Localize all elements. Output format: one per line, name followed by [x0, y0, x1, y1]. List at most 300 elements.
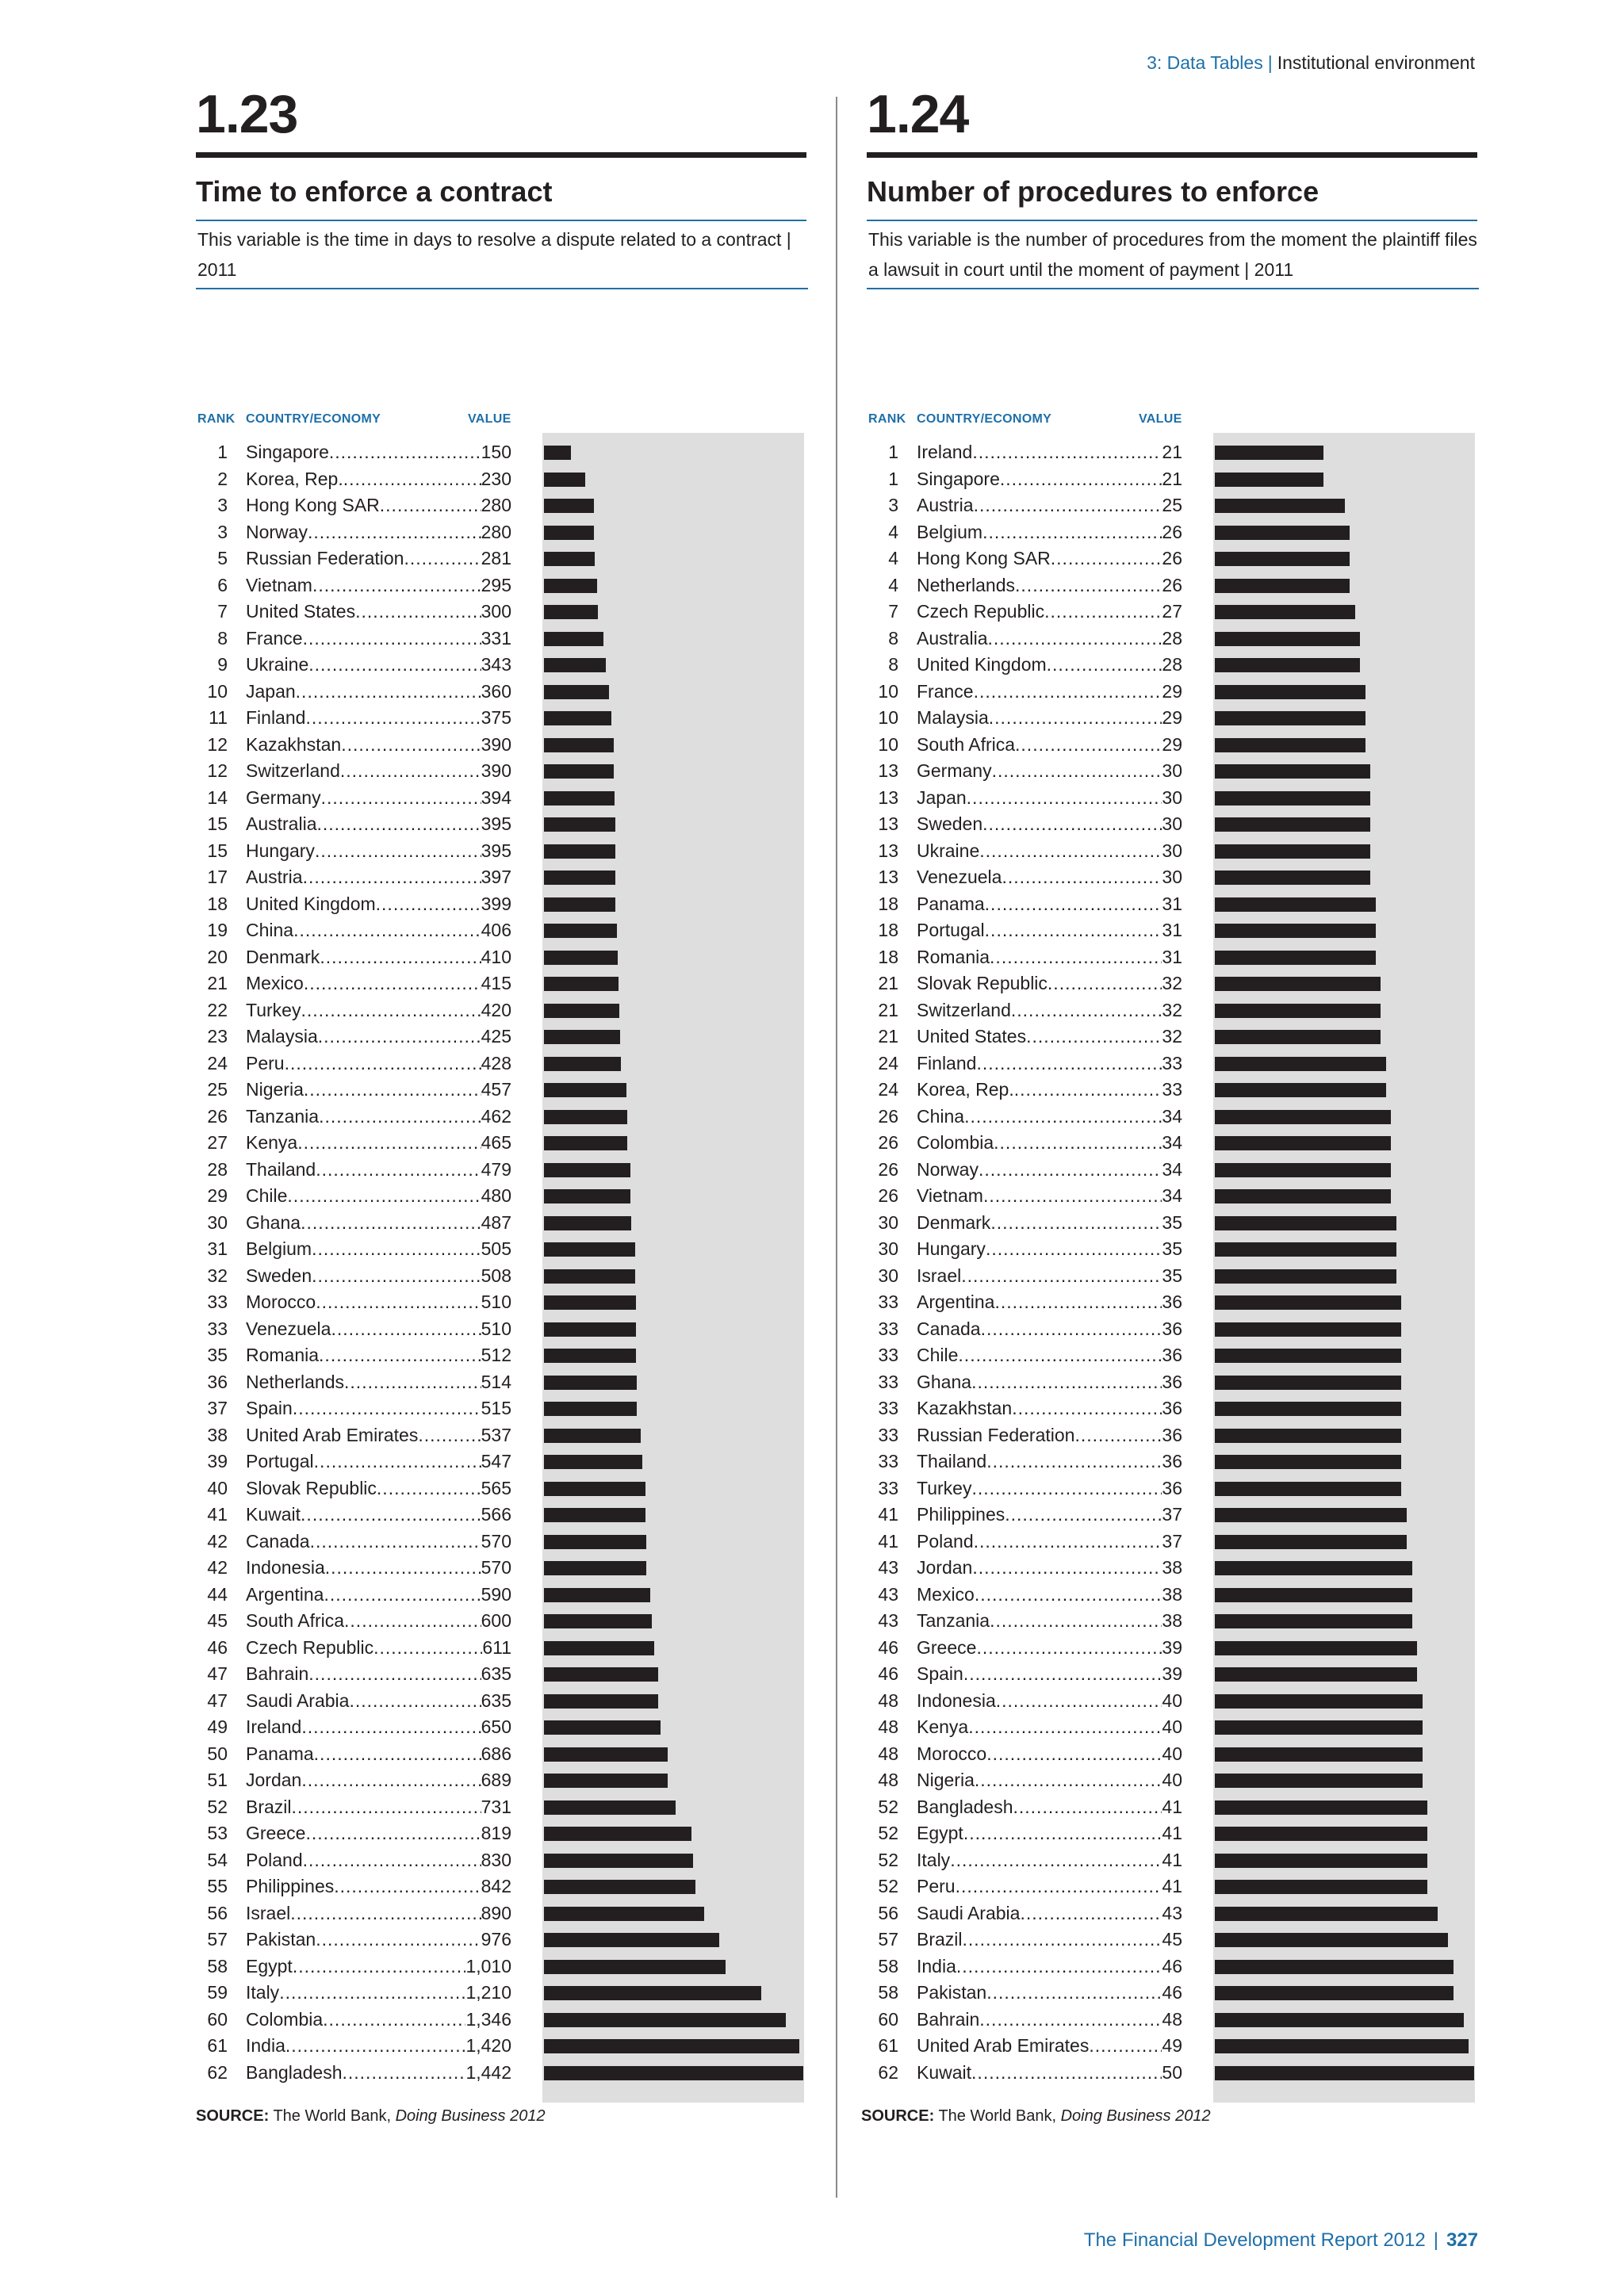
value-label: 343	[481, 654, 511, 675]
country-cell	[917, 997, 1182, 1024]
value-label: 28	[1162, 627, 1182, 649]
value-label: 40	[1162, 1716, 1182, 1737]
rank-label: 44	[207, 1583, 228, 1605]
country-label: Romania	[246, 1345, 320, 1365]
table-row	[867, 1104, 1477, 1131]
leader-dots	[308, 1661, 481, 1688]
country-label: Jordan	[246, 1770, 302, 1790]
leader-dots	[1000, 466, 1162, 493]
bar	[544, 473, 585, 487]
column-header-rank: RANK	[197, 412, 236, 426]
bar	[1215, 1720, 1423, 1735]
leader-dots	[285, 1050, 481, 1077]
leader-dots	[1051, 545, 1162, 572]
bar	[544, 579, 597, 593]
table-row	[196, 1448, 806, 1475]
rank-label: 46	[207, 1636, 228, 1658]
leader-dots	[325, 1555, 481, 1582]
table-row	[867, 1369, 1477, 1396]
value-label: 565	[481, 1477, 511, 1498]
table-row	[196, 1980, 806, 2007]
leader-dots	[972, 439, 1162, 466]
country-cell	[917, 1263, 1182, 1290]
country-label: Finland	[246, 707, 306, 728]
source-text: The World Bank,	[273, 2107, 392, 2125]
table-row	[196, 1873, 806, 1900]
bar	[544, 1083, 626, 1097]
table-number: 1.24	[867, 87, 1477, 158]
value-label: 505	[481, 1238, 511, 1259]
leader-dots	[308, 652, 481, 679]
value-label: 406	[481, 920, 511, 940]
rank-label: 26	[878, 1158, 898, 1180]
country-label: Israel	[917, 1265, 962, 1286]
leader-dots	[1015, 572, 1162, 599]
value-label: 27	[1162, 601, 1182, 622]
leader-dots	[972, 1555, 1162, 1582]
leader-dots	[301, 1714, 481, 1741]
country-cell	[246, 732, 511, 759]
leader-dots	[996, 1688, 1162, 1715]
value-label: 830	[481, 1849, 511, 1870]
rank-label: 12	[207, 733, 228, 755]
bar	[544, 897, 615, 912]
country-cell	[917, 1502, 1182, 1529]
country-cell	[917, 785, 1182, 812]
country-label: Hungary	[917, 1238, 986, 1259]
table-row	[196, 572, 806, 599]
leader-dots	[343, 2060, 466, 2087]
leader-dots	[1026, 1024, 1162, 1050]
value-label: 566	[481, 1504, 511, 1525]
rank-label: 25	[207, 1079, 228, 1100]
table-row	[867, 1050, 1477, 1077]
bar	[1215, 924, 1376, 938]
country-cell	[917, 1104, 1182, 1131]
bar	[544, 446, 571, 460]
value-label: 40	[1162, 1689, 1182, 1711]
country-label: Singapore	[917, 468, 1000, 489]
country-cell	[917, 1714, 1182, 1741]
table-row	[196, 2033, 806, 2060]
rank-label: 39	[207, 1451, 228, 1471]
leader-dots	[310, 1529, 481, 1556]
bar	[1215, 1933, 1448, 1947]
country-label: Russian Federation	[917, 1424, 1075, 1445]
country-label: France	[917, 680, 974, 702]
table-row	[196, 1024, 806, 1050]
rank-label: 26	[878, 1132, 898, 1153]
country-cell	[246, 1369, 511, 1396]
leader-dots	[316, 1157, 481, 1184]
table-row	[867, 944, 1477, 971]
bar	[544, 1429, 641, 1443]
country-cell	[917, 1024, 1182, 1050]
country-label: Bahrain	[917, 2008, 980, 2030]
country-label: Chile	[917, 1345, 959, 1365]
rank-label: 10	[207, 680, 228, 702]
country-cell	[917, 1130, 1182, 1157]
country-cell	[917, 652, 1182, 679]
source-note	[196, 2107, 546, 2126]
country-cell	[246, 1236, 511, 1263]
bar	[1215, 1242, 1396, 1257]
bar	[544, 1322, 636, 1337]
table-row	[867, 1263, 1477, 1290]
value-label: 150	[481, 442, 511, 462]
value-label: 32	[1162, 973, 1182, 993]
table-row	[867, 2007, 1477, 2034]
value-label: 50	[1162, 2061, 1182, 2083]
rank-label: 49	[207, 1716, 228, 1737]
rank-label: 52	[878, 1823, 898, 1843]
leader-dots	[301, 1767, 481, 1794]
value-label: 41	[1162, 1796, 1182, 1817]
bar	[1215, 1402, 1401, 1416]
table-row	[196, 705, 806, 732]
rank-label: 26	[207, 1105, 228, 1127]
table-row	[196, 1342, 806, 1369]
value-label: 26	[1162, 574, 1182, 595]
value-label: 28	[1162, 654, 1182, 675]
table-row	[867, 599, 1477, 626]
country-cell	[246, 599, 511, 626]
bar	[1215, 1189, 1391, 1203]
value-label: 390	[481, 760, 511, 781]
country-cell	[917, 944, 1182, 971]
rank-label: 10	[878, 680, 898, 702]
country-label: Spain	[246, 1398, 293, 1418]
bar	[544, 1402, 637, 1416]
leader-dots	[304, 1077, 481, 1104]
value-label: 976	[481, 1929, 511, 1950]
country-label: Hungary	[246, 840, 315, 861]
value-label: 30	[1162, 813, 1182, 834]
value-label: 300	[481, 601, 511, 622]
leader-dots	[961, 1263, 1162, 1290]
country-cell	[917, 1847, 1182, 1874]
country-label: Korea, Rep.	[246, 468, 343, 489]
country-cell	[246, 864, 511, 891]
leader-dots	[355, 599, 481, 626]
rank-label: 46	[878, 1636, 898, 1658]
rank-label: 10	[878, 707, 898, 728]
country-cell	[917, 1873, 1182, 1900]
country-label: Slovak Republic	[917, 973, 1048, 993]
rank-label: 3	[217, 495, 228, 515]
table-row	[867, 492, 1477, 519]
country-cell	[917, 1582, 1182, 1609]
rank-label: 21	[878, 999, 898, 1020]
source-text: The World Bank,	[938, 2107, 1057, 2125]
country-cell	[246, 1130, 511, 1157]
bar	[544, 1641, 654, 1655]
bar	[544, 1163, 630, 1177]
country-cell	[246, 917, 511, 944]
country-label: Panama	[246, 1743, 314, 1764]
value-label: 428	[481, 1052, 511, 1073]
country-label: Australia	[246, 813, 317, 834]
leader-dots	[1012, 1395, 1162, 1422]
leader-dots	[986, 1980, 1162, 2007]
table-row	[867, 545, 1477, 572]
rank-label: 58	[878, 1955, 898, 1976]
leader-dots	[297, 1130, 481, 1157]
table-row	[867, 1130, 1477, 1157]
table-row	[867, 1077, 1477, 1104]
country-label: Chile	[246, 1185, 288, 1206]
value-label: 731	[481, 1796, 511, 1817]
leader-dots	[303, 864, 481, 891]
rank-label: 7	[217, 601, 228, 622]
rank-label: 17	[207, 867, 228, 887]
table-row	[196, 1582, 806, 1609]
value-label: 508	[481, 1265, 511, 1286]
country-cell	[246, 1954, 511, 1980]
bar	[544, 1110, 627, 1124]
value-label: 480	[481, 1185, 511, 1206]
page-footer	[1084, 2229, 1478, 2252]
bar	[544, 1614, 652, 1628]
table-row	[867, 705, 1477, 732]
country-label: Morocco	[246, 1292, 316, 1312]
rank-label: 4	[888, 548, 898, 568]
table-row	[196, 785, 806, 812]
country-label: Kenya	[917, 1716, 969, 1737]
leader-dots	[956, 1954, 1162, 1980]
bar	[1215, 1508, 1407, 1522]
rank-label: 40	[207, 1477, 228, 1498]
bar	[544, 1269, 635, 1284]
rank-label: 52	[207, 1796, 228, 1817]
country-label: Thailand	[917, 1451, 987, 1471]
country-label: Argentina	[246, 1583, 324, 1605]
country-cell	[917, 811, 1182, 838]
country-cell	[246, 1077, 511, 1104]
value-label: 32	[1162, 1026, 1182, 1047]
rank-label: 24	[878, 1079, 898, 1100]
rank-label: 18	[878, 920, 898, 940]
leader-dots	[293, 1395, 481, 1422]
rank-label: 31	[207, 1238, 228, 1259]
leader-dots	[968, 1714, 1162, 1741]
leader-dots	[986, 1236, 1162, 1263]
country-label: Czech Republic	[917, 601, 1045, 622]
bar	[544, 658, 606, 672]
country-cell	[917, 864, 1182, 891]
value-label: 890	[481, 1902, 511, 1923]
country-cell	[246, 1794, 511, 1821]
bar	[544, 844, 615, 859]
value-label: 635	[481, 1663, 511, 1684]
rank-label: 33	[207, 1292, 228, 1312]
bar	[1215, 1163, 1391, 1177]
leader-dots	[964, 1104, 1162, 1131]
country-label: Brazil	[246, 1796, 292, 1817]
rank-label: 24	[207, 1052, 228, 1073]
country-cell	[246, 572, 511, 599]
value-label: 33	[1162, 1052, 1182, 1073]
country-label: Ghana	[246, 1211, 301, 1233]
table-row	[196, 1767, 806, 1794]
value-label: 36	[1162, 1398, 1182, 1418]
bar	[1215, 951, 1376, 965]
rank-label: 14	[207, 786, 228, 808]
bar	[1215, 738, 1365, 752]
country-cell	[246, 970, 511, 997]
value-label: 25	[1162, 495, 1182, 515]
bar	[544, 711, 611, 725]
rank-label: 33	[878, 1451, 898, 1471]
table-description: This variable is the number of procedures from the moment the plaintiff files a lawsuit in court until the moment of payment | 2011	[867, 221, 1479, 289]
leader-dots	[418, 1422, 481, 1449]
bar	[1215, 1376, 1401, 1390]
bar	[1215, 1694, 1423, 1709]
rank-label: 55	[207, 1876, 228, 1896]
rank-label: 33	[878, 1318, 898, 1339]
bar	[544, 951, 618, 965]
value-label: 510	[481, 1292, 511, 1312]
country-cell	[917, 1980, 1182, 2007]
country-cell	[917, 519, 1182, 546]
leader-dots	[304, 970, 481, 997]
rank-label: 1	[888, 468, 898, 489]
country-cell	[917, 1210, 1182, 1237]
country-cell	[246, 785, 511, 812]
bar	[1215, 526, 1350, 540]
country-label: Philippines	[246, 1876, 335, 1896]
rank-label: 13	[878, 840, 898, 861]
value-label: 30	[1162, 867, 1182, 887]
value-label: 36	[1162, 1451, 1182, 1471]
rank-label: 15	[207, 840, 228, 861]
bar	[544, 2039, 799, 2053]
value-label: 46	[1162, 1982, 1182, 2003]
rank-label: 54	[207, 1849, 228, 1870]
bar	[544, 1349, 636, 1363]
value-label: 465	[481, 1132, 511, 1153]
table-row	[867, 2060, 1477, 2087]
chart-area	[867, 408, 1477, 2199]
value-label: 38	[1162, 1557, 1182, 1578]
value-label: 397	[481, 867, 511, 887]
table-row	[196, 1422, 806, 1449]
country-cell	[917, 732, 1182, 759]
leader-dots	[343, 466, 481, 493]
rank-label: 15	[207, 813, 228, 834]
table-row	[196, 519, 806, 546]
bar	[1215, 685, 1365, 699]
country-label: Portugal	[246, 1451, 314, 1471]
leader-dots	[1011, 997, 1162, 1024]
value-label: 37	[1162, 1530, 1182, 1552]
table-row	[196, 1847, 806, 1874]
country-label: Switzerland	[917, 999, 1011, 1020]
leader-dots	[986, 1741, 1162, 1768]
table-row	[867, 1661, 1477, 1688]
rank-label: 1	[217, 442, 228, 462]
value-label: 635	[481, 1689, 511, 1711]
table-row	[196, 732, 806, 759]
bar	[1215, 764, 1370, 779]
bar	[1215, 1535, 1407, 1549]
leader-dots	[334, 1873, 481, 1900]
bar	[1215, 1986, 1454, 2000]
country-label: Argentina	[917, 1292, 995, 1312]
value-label: 36	[1162, 1424, 1182, 1445]
rank-label: 53	[207, 1823, 228, 1843]
rank-label: 33	[878, 1477, 898, 1498]
bar	[544, 1960, 726, 1974]
rank-label: 36	[207, 1371, 228, 1392]
table-row	[867, 626, 1477, 652]
country-label: Ireland	[246, 1716, 302, 1737]
rank-label: 23	[207, 1026, 228, 1047]
rank-label: 8	[217, 627, 228, 649]
bar	[1215, 1455, 1401, 1469]
country-cell	[917, 2033, 1182, 2060]
leader-dots	[982, 811, 1162, 838]
table-row	[196, 1104, 806, 1131]
country-label: United Arab Emirates	[917, 2035, 1090, 2056]
country-label: Czech Republic	[246, 1636, 374, 1658]
bar	[544, 1800, 676, 1815]
leader-dots	[308, 519, 481, 546]
bar	[1215, 605, 1355, 619]
value-label: 420	[481, 999, 511, 1020]
table-row	[867, 1555, 1477, 1582]
country-cell	[917, 1741, 1182, 1768]
leader-dots	[315, 838, 481, 865]
country-cell	[246, 1289, 511, 1316]
value-label: 34	[1162, 1105, 1182, 1127]
value-label: 35	[1162, 1265, 1182, 1286]
bar	[544, 791, 615, 806]
leader-dots	[312, 572, 481, 599]
bar	[1215, 1269, 1396, 1284]
rank-label: 13	[878, 867, 898, 887]
country-label: Pakistan	[246, 1929, 316, 1950]
country-cell	[246, 1661, 511, 1688]
table-row	[196, 1529, 806, 1556]
country-cell	[246, 1422, 511, 1449]
leader-dots	[979, 2007, 1162, 2034]
country-label: United Arab Emirates	[246, 1424, 419, 1445]
value-label: 39	[1162, 1636, 1182, 1658]
leader-dots	[1044, 599, 1162, 626]
rank-label: 6	[217, 574, 228, 595]
country-cell	[917, 1050, 1182, 1077]
country-label: Thailand	[246, 1158, 316, 1180]
source-publication: Doing Business 2012	[395, 2107, 546, 2125]
leader-dots	[963, 1820, 1162, 1847]
country-label: Italy	[246, 1982, 280, 2003]
value-label: 30	[1162, 786, 1182, 808]
country-cell	[917, 838, 1182, 865]
rank-label: 61	[207, 2035, 228, 2056]
table-row	[867, 917, 1477, 944]
country-cell	[917, 1927, 1182, 1954]
table-row	[867, 1741, 1477, 1768]
table-row	[196, 2007, 806, 2034]
column-header-country: COUNTRY/ECONOMY	[246, 412, 381, 426]
country-label: Ukraine	[917, 840, 980, 861]
value-label: 40	[1162, 1770, 1182, 1790]
value-label: 29	[1162, 733, 1182, 755]
bar	[1215, 1588, 1412, 1602]
rank-label: 24	[878, 1052, 898, 1073]
bar	[1215, 1429, 1401, 1443]
